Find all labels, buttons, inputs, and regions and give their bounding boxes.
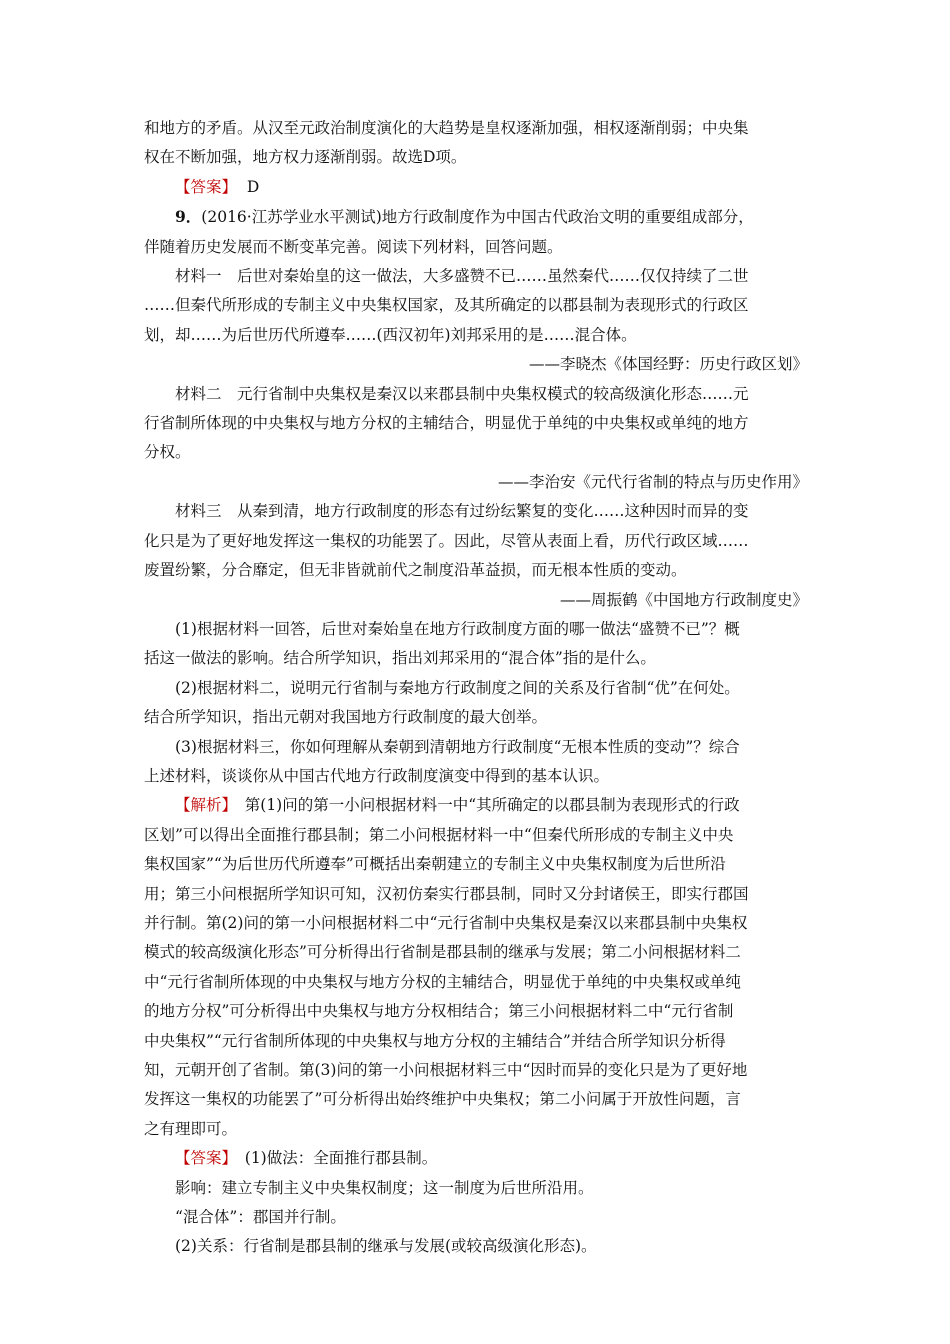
answer-line: “混合体”：郡国并行制。: [175, 1208, 346, 1227]
answer-tag: 【答案】: [175, 177, 238, 196]
material-1-source: ——李晓杰《体国经野：历史行政区划》: [528, 355, 808, 374]
text-line: 权在不断加强，地方权力逐渐削弱。故选D项。: [144, 148, 467, 167]
material-3-line: 化只是为了更好地发挥这一集权的功能罢了。因此，尽管从表面上看，历代行政区域……: [144, 531, 749, 550]
analysis-line: 知，元朝开创了省制。第(3)问的第一小问根据材料三中“因时而异的变化只是为了更好地: [144, 1061, 748, 1079]
analysis-text: 第(1)问的第一小问根据材料一中“其所确定的以郡县制为表现形式的行政: [229, 796, 740, 815]
subquestion-3-line: (3)根据材料三，你如何理解从秦朝到清朝地方行政制度“无根本性质的变动”？综合: [175, 737, 740, 756]
answer-text: (1)做法：全面推行郡县制。: [229, 1149, 438, 1168]
material-1-line: 划，却……为后世历代所遵奉……(西汉初年)刘邦采用的是……混合体。: [144, 325, 637, 344]
text-line: 伴随着历史发展而不断变革完善。阅读下列材料，回答问题。: [144, 237, 563, 256]
subquestion-1-line: (1)根据材料一回答，后世对秦始皇在地方行政制度方面的哪一做法“盛赞不已”？概: [175, 619, 740, 638]
material-3-line: 材料三 从秦到清，地方行政制度的形态有过纷纭繁复的变化……这种因时而异的变: [175, 502, 749, 521]
subquestion-3-line: 上述材料，谈谈你从中国古代地方行政制度演变中得到的基本认识。: [144, 766, 610, 785]
analysis-line: 用；第三小问根据所学知识可知，汉初仿秦实行郡县制，同时又分封诸侯王，即实行郡国: [144, 884, 749, 903]
material-2-line: 材料二 元行省制中央集权是秦汉以来郡县制中央集权模式的较高级演化形态……元: [175, 384, 749, 403]
analysis-line: 中央集权”“元行省制所体现的中央集权与地方分权的主辅结合”并结合所学知识分析得: [144, 1031, 726, 1050]
analysis-line: 中“元行省制所体现的中央集权与地方分权的主辅结合，明显优于单纯的中央集权或单纯: [144, 972, 741, 991]
analysis-line: [144, 791, 808, 820]
subquestion-2-line: (2)根据材料二，说明元行省制与秦地方行政制度之间的关系及行省制“优”在何处。: [175, 678, 740, 697]
question-stem: (2016·江苏学业水平测试)地方行政制度作为中国古代政治文明的重要组成部分，: [201, 208, 754, 227]
analysis-line: 模式的较高级演化形态”可分析得出行省制是郡县制的继承与发展；第二小问根据材料二: [144, 943, 741, 962]
analysis-line: 区划”可以得出全面推行郡县制；第二小问根据材料一中“但秦代所形成的专制主义中央: [144, 825, 734, 844]
analysis-line: 的地方分权”可分析得出中央集权与地方分权相结合；第三小问根据材料二中“元行省制: [144, 1002, 734, 1021]
material-2-line: 分权。: [144, 443, 191, 462]
subquestion-2-line: 结合所学知识，指出元朝对我国地方行政制度的最大创举。: [144, 708, 548, 727]
answer-line: (2)关系：行省制是郡县制的继承与发展(或较高级演化形态)。: [175, 1237, 597, 1256]
material-3-source: ——周振鹤《中国地方行政制度史》: [559, 590, 808, 609]
analysis-line: 发挥这一集权的功能罢了”可分析得出始终维护中央集权；第二小问属于开放性问题，言: [144, 1090, 741, 1109]
subquestion-1-line: 括这一做法的影响。结合所学知识，指出刘邦采用的“混合体”指的是什么。: [144, 649, 656, 668]
question-number: 9．: [175, 207, 202, 227]
material-2-source: ——李治安《元代行省制的特点与历史作用》: [497, 472, 808, 491]
answer-line-1: [144, 173, 808, 202]
question-9-line: [144, 202, 808, 232]
analysis-line: 并行制。第(2)问的第一小问根据材料二中“元行省制中央集权是秦汉以来郡县制中央集权: [144, 913, 748, 932]
answer-line-2: [144, 1144, 808, 1173]
analysis-line: 集权国家”“为后世历代所遵奉”可概括出秦朝建立的专制主义中央集权制度为后世所沿: [144, 855, 726, 874]
material-2-line: 行省制所体现的中央集权与地方分权的主辅结合，明显优于单纯的中央集权或单纯的地方: [144, 414, 749, 433]
material-1-line: ……但秦代所形成的专制主义中央集权国家，及其所确定的以郡县制为表现形式的行政区: [144, 296, 749, 315]
material-1-line: 材料一 后世对秦始皇的这一做法，大多盛赞不已……虽然秦代……仅仅持续了二世: [175, 267, 749, 286]
text-line: 和地方的矛盾。从汉至元政治制度演化的大趋势是皇权逐渐加强，相权逐渐削弱；中央集: [144, 119, 749, 137]
material-3-line: 废置纷繁，分合靡定，但无非皆就前代之制度沿革益损，而无根本性质的变动。: [144, 561, 687, 580]
answer-line: 影响：建立专制主义中央集权制度；这一制度为后世所沿用。: [175, 1178, 594, 1197]
analysis-tag: 【解析】: [175, 796, 230, 815]
analysis-line: 之有理即可。: [144, 1119, 238, 1138]
answer-value: D: [237, 177, 260, 196]
document-page: [144, 114, 808, 1262]
answer-tag: 【答案】: [175, 1149, 230, 1168]
